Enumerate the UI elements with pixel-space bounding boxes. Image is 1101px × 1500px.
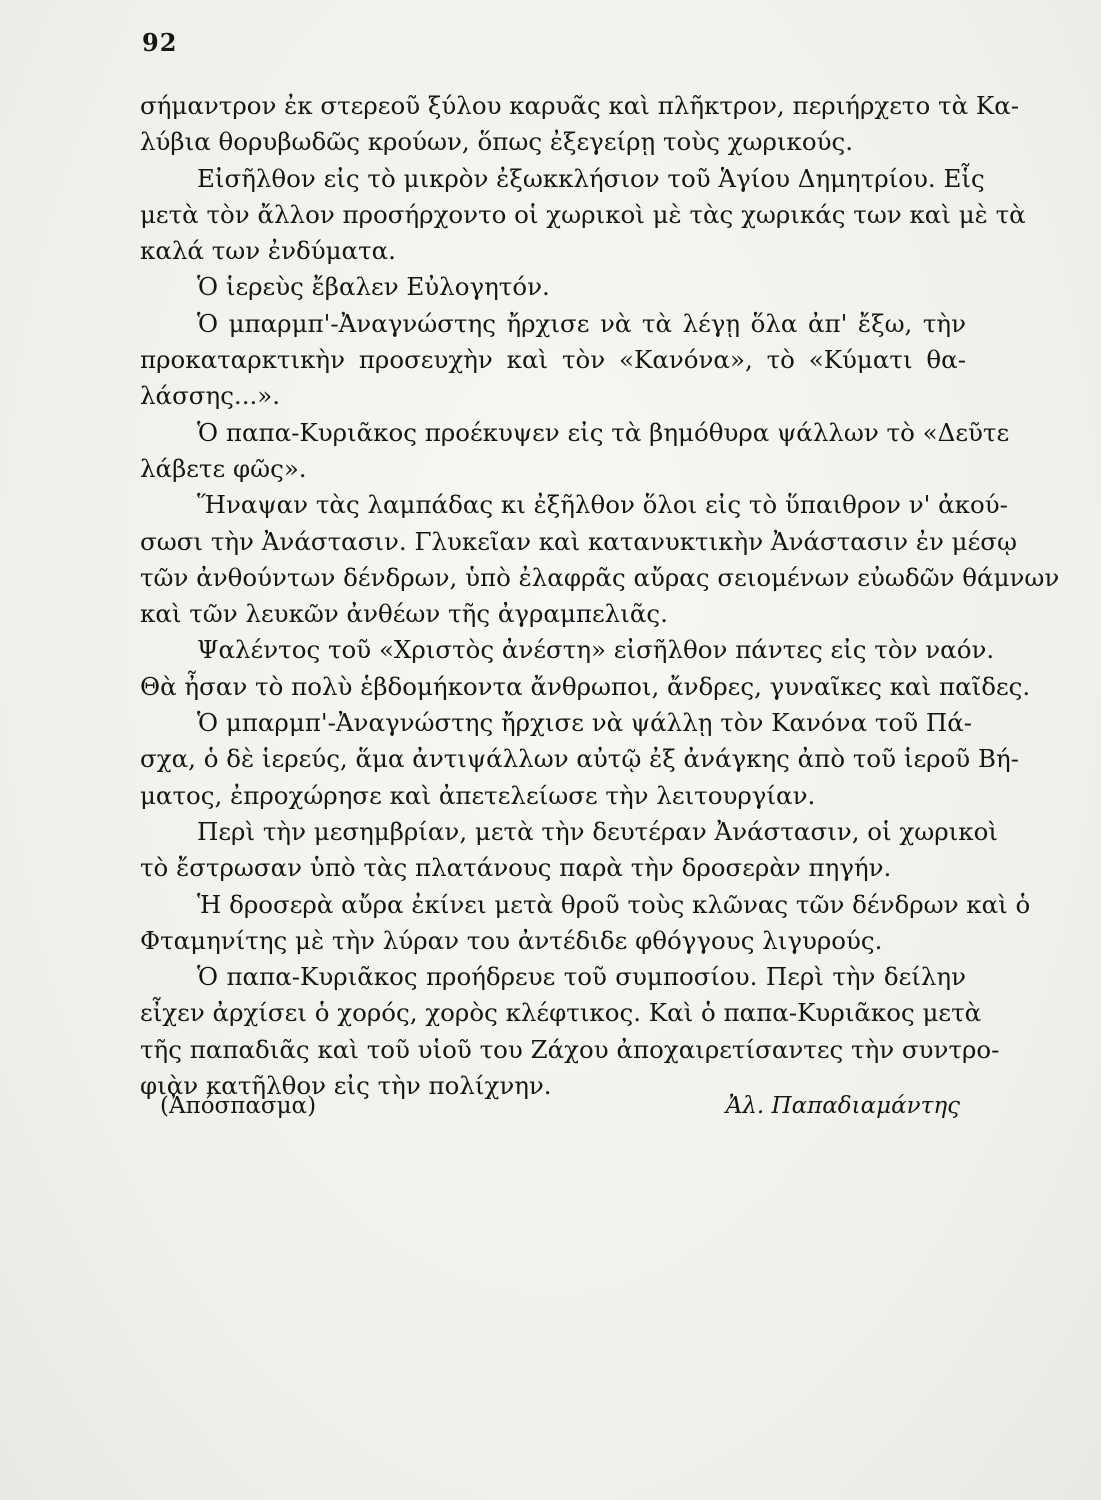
excerpt-label: (Ἀπόσπασμα) — [160, 1093, 317, 1119]
text-line: λάβετε φῶς». — [140, 453, 307, 483]
text-line: φιὰν κατῆλθον εἰς τὴν πολίχνην. — [140, 1071, 552, 1101]
author-name: Ἀλ. Παπαδιαμάντης — [725, 1093, 960, 1119]
text-line: λύβια θορυβωδῶς κρούων, ὅπως ἐξεγείρῃ τοὺς χωρικούς. — [140, 127, 854, 157]
text-line: Εἰσῆλθον εἰς τὸ μικρὸν ἐξωκκλήσιον τοῦ Ἁγίου Δημητρίου. Εἷς — [197, 163, 985, 193]
text-line: Περὶ τὴν μεσημβρίαν, μετὰ τὴν δευτέραν Ἀνάστασιν, οἱ χωρικοὶ — [197, 816, 998, 846]
text-line: Ὁ παπα-Κυριᾶκος προήδρευε τοῦ συμποσίου. Περὶ τὴν δείλην — [197, 962, 966, 992]
text-line: εἶχεν ἀρχίσει ὁ χορός, χορὸς κλέφτικος. Καὶ ὁ παπα-Κυριᾶκος μετὰ — [140, 998, 982, 1028]
text-line: Θὰ ἦσαν τὸ πολὺ ἑβδομήκοντα ἄνθρωποι, ἄνδρες, γυναῖκες καὶ παῖδες. — [140, 671, 1031, 701]
text-line: καλά των ἐνδύματα. — [140, 236, 396, 266]
page-number: 92 — [142, 28, 178, 57]
text-line: τῆς παπαδιᾶς καὶ τοῦ υἱοῦ του Ζάχου ἀποχαιρετίσαντες τὴν συντρο- — [140, 1034, 1000, 1064]
body-text — [140, 88, 1060, 1104]
text-line: σχα, ὁ δὲ ἱερεύς, ἅμα ἀντιψάλλων αὐτῷ ἐξ ἀνάγκης ἀπὸ τοῦ ἱεροῦ Βή- — [140, 744, 1019, 774]
text-line: Ὁ παπα-Κυριᾶκος προέκυψεν εἰς τὰ βημόθυρα ψάλλων τὸ «Δεῦτε — [197, 417, 1010, 447]
text-line: Ἡ δροσερὰ αὔρα ἐκίνει μετὰ θροῦ τοὺς κλῶνας τῶν δένδρων καὶ ὁ — [197, 889, 1031, 919]
text-line: καὶ τῶν λευκῶν ἀνθέων τῆς ἀγραμπελιᾶς. — [140, 599, 668, 629]
text-line: προκαταρκτικὴν προσευχὴν καὶ τὸν «Κανόνα», τὸ «Κύματι θα- — [140, 345, 966, 375]
text-line: σωσι τὴν Ἀνάστασιν. Γλυκεῖαν καὶ κατανυκτικὴν Ἀνάστασιν ἐν μέσῳ — [140, 526, 1017, 556]
text-line: Ὁ μπαρμπ'-Ἀναγνώστης ἤρχισε νὰ ψάλλῃ τὸν Κανόνα τοῦ Πά- — [197, 708, 973, 738]
text-line: τὸ ἔστρωσαν ὑπὸ τὰς πλατάνους παρὰ τὴν δροσερὰν πηγήν. — [140, 853, 892, 883]
text-line: Ψαλέντος τοῦ «Χριστὸς ἀνέστη» εἰσῆλθον πάντες εἰς τὸν ναόν. — [197, 635, 995, 665]
text-line: σήμαντρον ἐκ στερεοῦ ξύλου καρυᾶς καὶ πλῆκτρον, περιήρχετο τὰ Κα- — [140, 91, 1020, 120]
text-line: Ἥναψαν τὰς λαμπάδας κι ἐξῆλθον ὅλοι εἰς τὸ ὕπαιθρον ν' ἀκού- — [197, 490, 1008, 520]
text-line: ματος, ἐπροχώρησε καὶ ἀπετελείωσε τὴν λειτουργίαν. — [140, 780, 816, 810]
text-line: μετὰ τὸν ἄλλον προσήρχοντο οἱ χωρικοὶ μὲ τὰς χωρικάς των καὶ μὲ τὰ — [140, 199, 1026, 229]
text-line: Ὁ ἱερεὺς ἔβαλεν Εὐλογητόν. — [197, 272, 550, 302]
text-line: Ὁ μπαρμπ'-Ἀναγνώστης ἤρχισε νὰ τὰ λέγῃ ὅλα ἀπ' ἔξω, τὴν — [197, 308, 966, 338]
text-line: λάσσης...». — [140, 381, 281, 411]
text-line: τῶν ἀνθούντων δένδρων, ὑπὸ ἐλαφρᾶς αὔρας σειομένων εὐωδῶν θάμνων — [140, 562, 1060, 592]
text-line: Φταμηνίτης μὲ τὴν λύραν του ἀντέδιδε φθόγγους λιγυρούς. — [140, 925, 883, 955]
attribution — [160, 1090, 960, 1122]
